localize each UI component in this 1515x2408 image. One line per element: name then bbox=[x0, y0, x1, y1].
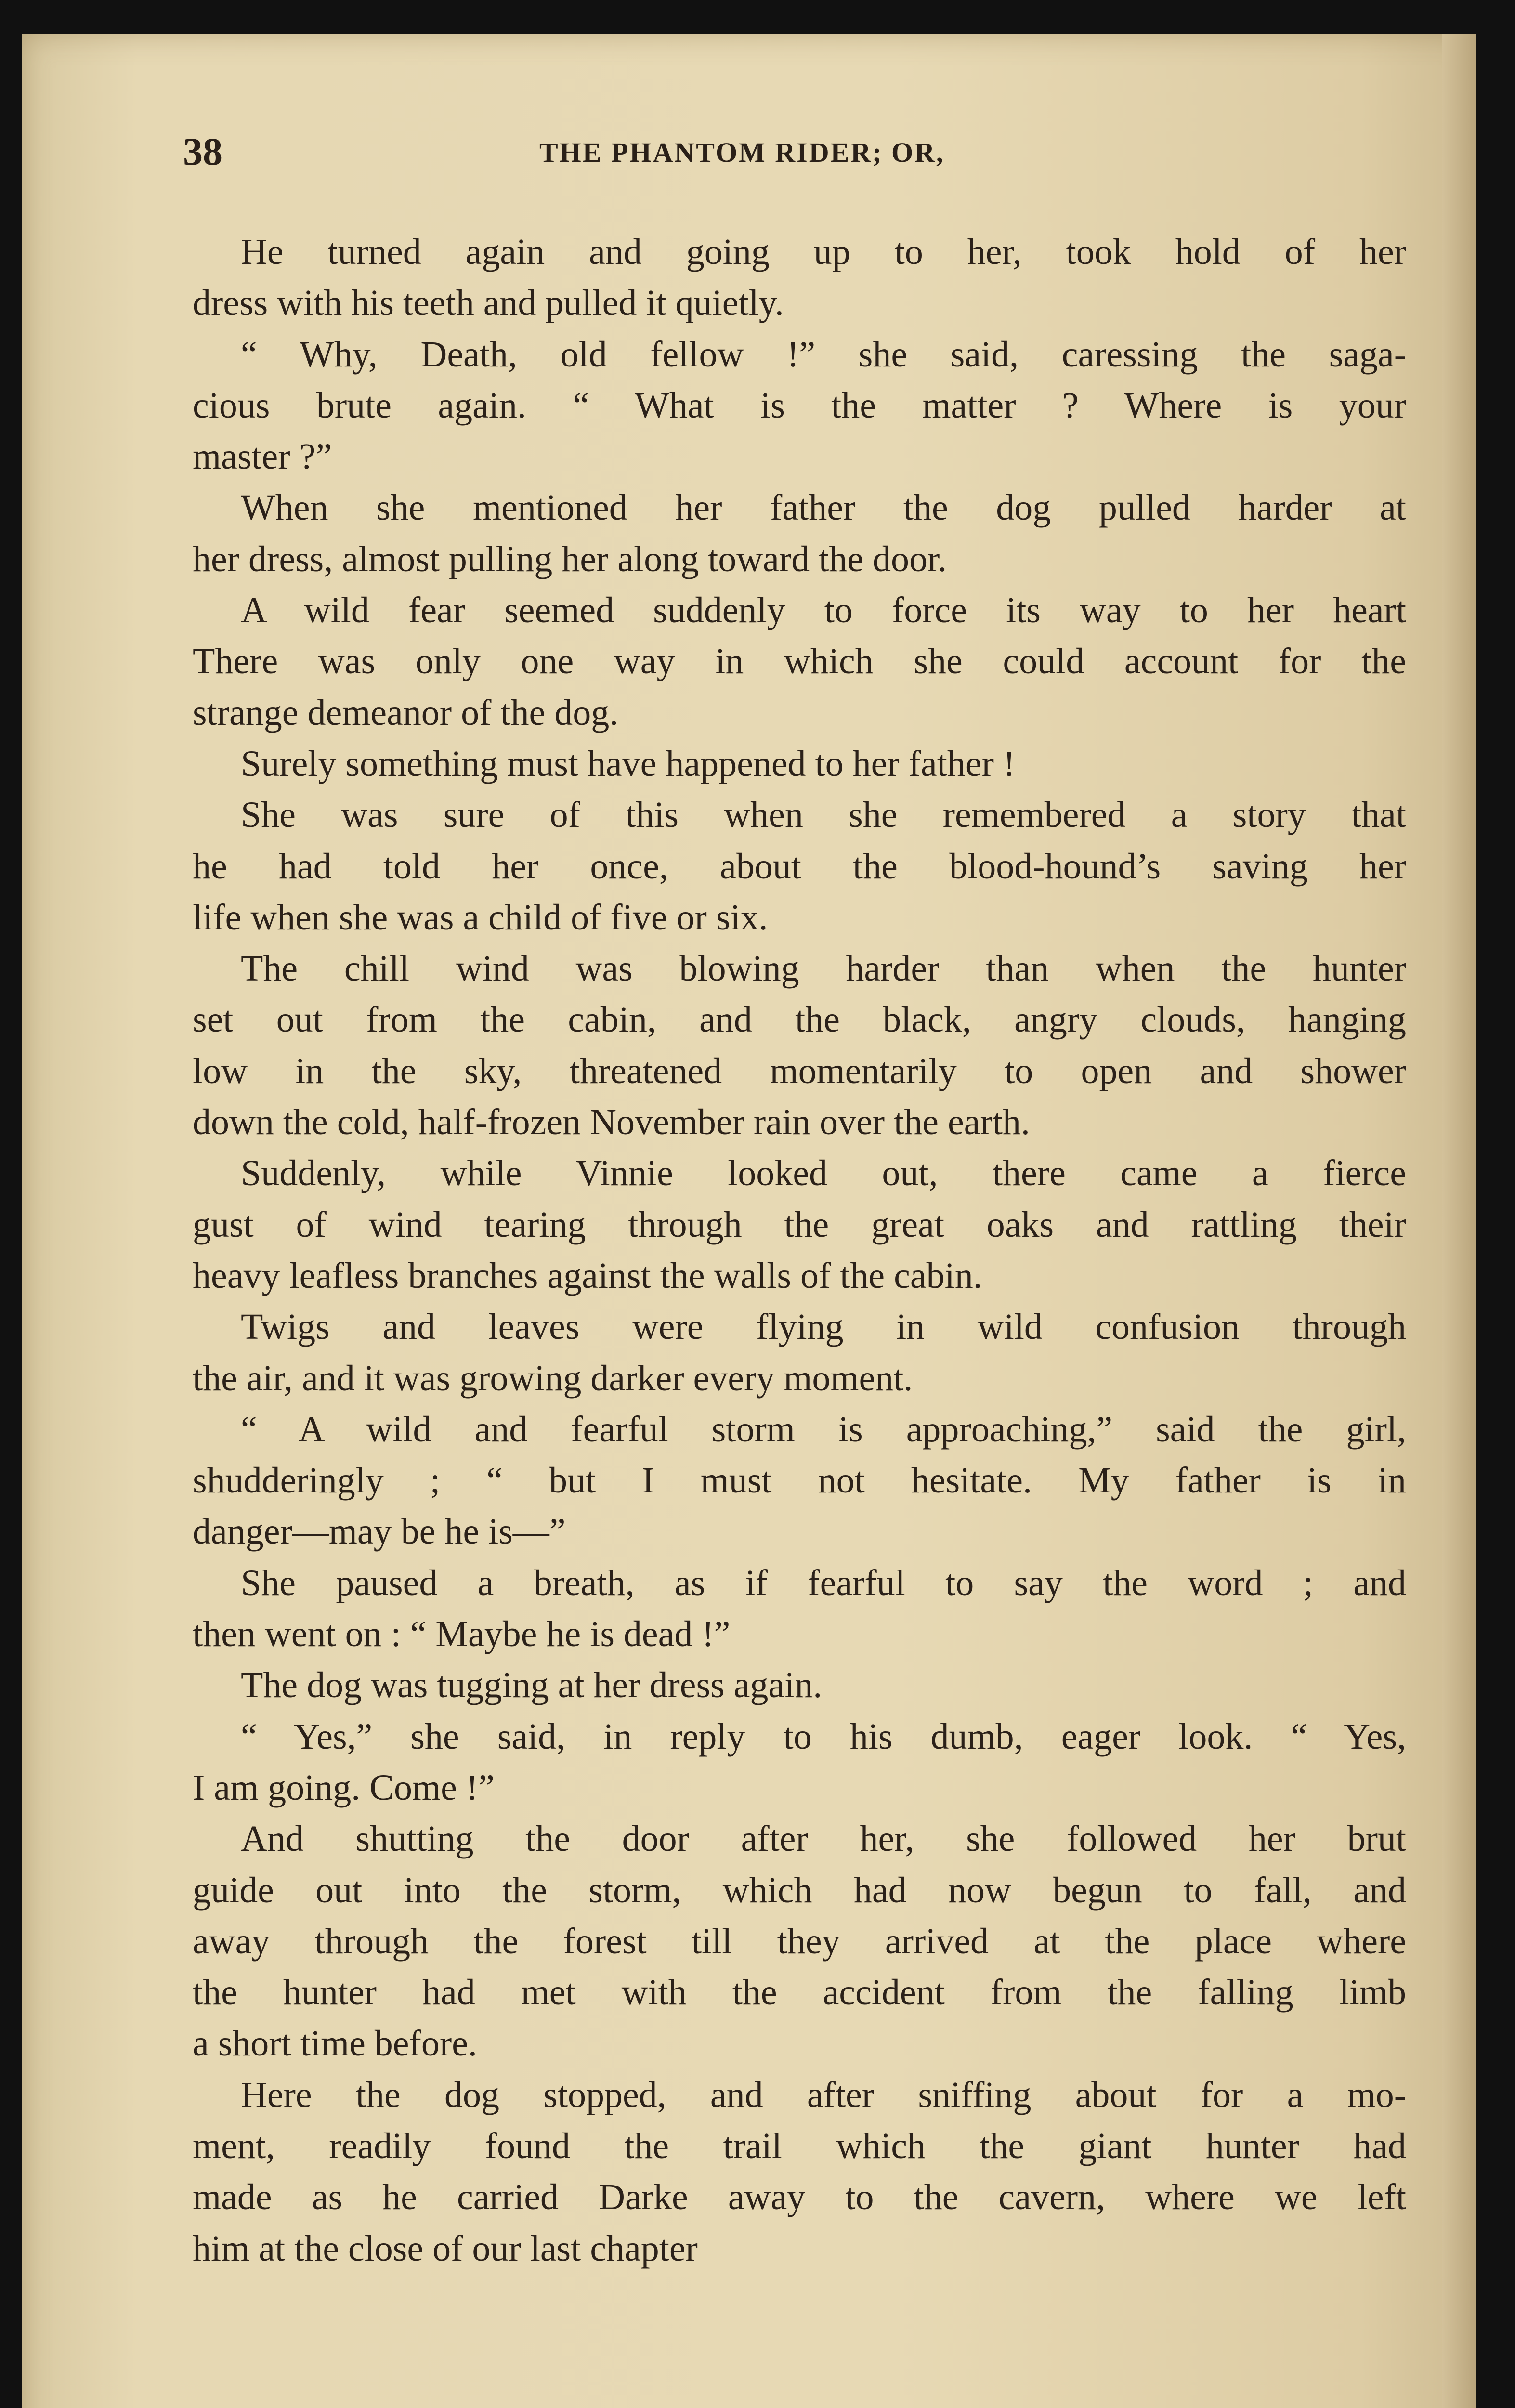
text-line: away through the forest till they arrived at the place where bbox=[193, 1921, 1406, 1962]
text-line: master ?” bbox=[193, 436, 332, 477]
text-line: life when she was a child of five or six. bbox=[193, 897, 768, 938]
text-line: cious brute again. “ What is the matter ? Where is your bbox=[193, 385, 1406, 426]
text-line: dress with his teeth and pulled it quietly. bbox=[193, 283, 784, 324]
text-line: he had told her once, about the blood-hound’s saving her bbox=[193, 846, 1406, 887]
text-line: “ A wild and fearful storm is approaching,” said the girl, bbox=[241, 1409, 1406, 1450]
text-line: When she mentioned her father the dog pulled harder at bbox=[241, 487, 1406, 528]
text-line: the air, and it was growing darker every moment. bbox=[193, 1358, 913, 1399]
page-number: 38 bbox=[183, 130, 222, 173]
text-line: She paused a breath, as if fearful to say the word ; and bbox=[241, 1562, 1406, 1603]
text-line: made as he carried Darke away to the cavern, where we left bbox=[193, 2177, 1406, 2218]
text-line: She was sure of this when she remembered a story that bbox=[241, 795, 1406, 836]
text-line: guide out into the storm, which had now begun to fall, and bbox=[193, 1870, 1406, 1911]
text-line: him at the close of our last chapter bbox=[193, 2228, 698, 2269]
text-line: “ Why, Death, old fellow !” she said, caressing the saga- bbox=[241, 334, 1406, 375]
text-line: And shutting the door after her, she followed her brut bbox=[241, 1819, 1406, 1859]
text-line: low in the sky, threatened momentarily to open and shower bbox=[193, 1050, 1406, 1091]
text-line: “ Yes,” she said, in reply to his dumb, eager look. “ Yes, bbox=[241, 1716, 1406, 1757]
text-line: danger—may be he is—” bbox=[193, 1511, 566, 1552]
text-line: her dress, almost pulling her along toward the door. bbox=[193, 538, 947, 579]
text-line: Surely something must have happened to her father ! bbox=[241, 743, 1016, 784]
text-line: Twigs and leaves were flying in wild confusion through bbox=[241, 1307, 1406, 1348]
text-line: He turned again and going up to her, took hold of her bbox=[241, 232, 1406, 272]
running-head: THE PHANTOM RIDER; OR, bbox=[539, 137, 945, 168]
text-line: I am going. Come !” bbox=[193, 1767, 495, 1808]
text-line: shudderingly ; “ but I must not hesitate. My father is in bbox=[193, 1460, 1406, 1501]
text-line: heavy leafless branches against the walls of the cabin. bbox=[193, 1255, 982, 1296]
text-line: The dog was tugging at her dress again. bbox=[241, 1665, 823, 1706]
text-line: A wild fear seemed suddenly to force its way to her heart bbox=[241, 590, 1406, 631]
text-line: Suddenly, while Vinnie looked out, there came a fierce bbox=[241, 1153, 1406, 1194]
text-line: ment, readily found the trail which the giant hunter had bbox=[193, 2125, 1406, 2166]
text-line: down the cold, half-frozen November rain over the earth. bbox=[193, 1102, 1030, 1143]
text-line: There was only one way in which she could account for the bbox=[193, 641, 1406, 682]
text-line: Here the dog stopped, and after sniffing about for a mo- bbox=[241, 2074, 1406, 2115]
body-text bbox=[193, 226, 1406, 2274]
text-line: a short time before. bbox=[193, 2023, 477, 2064]
text-line: then went on : “ Maybe he is dead !” bbox=[193, 1614, 731, 1655]
text-line: set out from the cabin, and the black, angry clouds, hanging bbox=[193, 999, 1406, 1040]
page-edge bbox=[1442, 34, 1476, 2408]
text-line: gust of wind tearing through the great oaks and rattling their bbox=[193, 1204, 1406, 1245]
text-line: strange demeanor of the dog. bbox=[193, 692, 619, 733]
text-line: the hunter had met with the accident from the falling limb bbox=[193, 1972, 1406, 2013]
text-line: The chill wind was blowing harder than when the hunter bbox=[241, 948, 1406, 989]
page-header bbox=[183, 123, 1416, 181]
